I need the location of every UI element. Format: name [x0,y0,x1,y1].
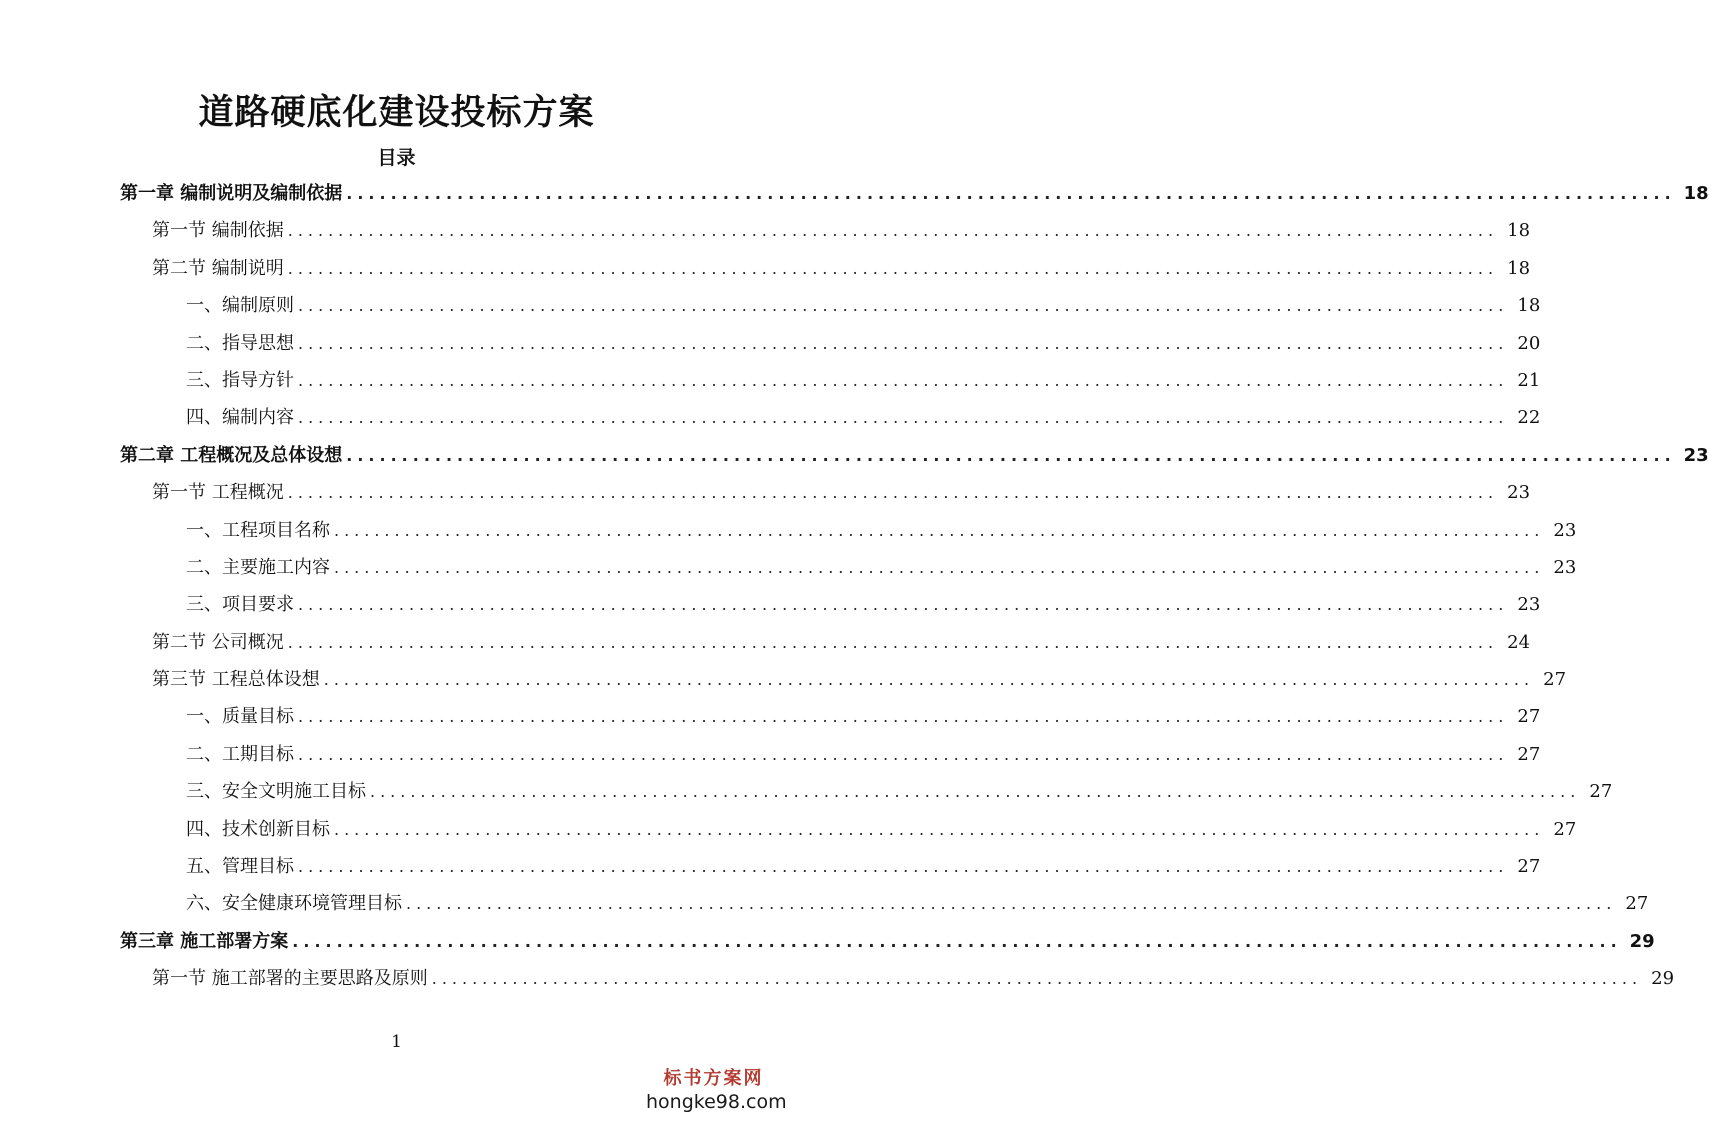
toc-entry-label: 四、技术创新目标 [186,818,330,840]
toc-entry[interactable] [120,661,1567,698]
toc-entry-label: 第三节 工程总体设想 [152,669,320,691]
toc-entry-page: 21 [1517,369,1541,391]
watermark-logo [646,1068,787,1114]
toc-entry-page: 27 [1543,669,1567,691]
toc-entry[interactable] [120,512,1577,549]
toc-dot-leader: ........................................................................................................................ [292,931,1622,951]
toc-dot-leader: ........................................................................................................................ [298,370,1509,390]
toc-entry-label: 二、主要施工内容 [186,556,330,578]
toc-entry-label: 二、指导思想 [186,332,294,354]
toc-entry-label: 第一节 编制依据 [152,220,284,242]
toc-entry-page: 27 [1517,743,1541,765]
toc-entry[interactable] [120,960,1675,997]
table-of-contents [120,175,1709,998]
toc-heading: 目录 [377,147,416,169]
toc-dot-leader: ........................................................................................................................ [298,857,1509,877]
toc-entry[interactable] [120,399,1541,436]
toc-entry-label: 第二章 工程概况及总体设想 [120,444,343,466]
toc-entry-page: 23 [1553,556,1577,578]
toc-entry-label: 五、管理目标 [186,856,294,878]
toc-entry-label: 三、安全文明施工目标 [186,781,366,803]
toc-dot-leader: ........................................................................................................................ [287,632,1499,652]
toc-entry[interactable] [120,325,1541,362]
toc-entry-label: 一、工程项目名称 [186,519,330,541]
toc-dot-leader: ........................................................................................................................ [334,557,1545,577]
document-title: 道路硬底化建设投标方案 [198,93,595,133]
toc-entry-page: 23 [1553,519,1577,541]
toc-entry-page: 27 [1553,818,1577,840]
toc-entry-label: 二、工期目标 [186,743,294,765]
toc-dot-leader: ........................................................................................................................ [298,333,1509,353]
toc-entry[interactable] [120,175,1709,212]
toc-entry[interactable] [120,586,1541,623]
toc-dot-leader: ........................................................................................................................ [298,595,1509,615]
toc-entry[interactable] [120,624,1531,661]
toc-entry-page: 23 [1683,444,1709,466]
toc-dot-leader: ........................................................................................................................ [406,894,1617,914]
toc-entry-page: 27 [1589,781,1613,803]
toc-entry[interactable] [120,474,1531,511]
toc-entry[interactable] [120,923,1655,960]
toc-entry-label: 三、项目要求 [186,594,294,616]
toc-entry-label: 三、指导方针 [186,369,294,391]
toc-entry[interactable] [120,885,1649,922]
toc-dot-leader: ........................................................................................................................ [298,296,1509,316]
toc-dot-leader: ........................................................................................................................ [346,184,1676,203]
toc-dot-leader: ........................................................................................................................ [287,258,1499,278]
toc-entry-page: 18 [1507,220,1531,242]
toc-entry-label: 四、编制内容 [186,407,294,429]
toc-dot-leader: ........................................................................................................................ [346,445,1676,465]
toc-entry-label: 一、编制原则 [186,295,294,317]
toc-entry-page: 29 [1629,930,1655,952]
toc-entry[interactable] [120,287,1541,324]
watermark-cn-text: 标书方案网 [663,1068,764,1089]
toc-entry-page: 22 [1517,407,1541,429]
toc-dot-leader: ........................................................................................................................ [431,969,1643,989]
toc-dot-leader: ........................................................................................................................ [334,819,1545,839]
toc-entry-label: 第二节 公司概况 [152,631,284,653]
toc-entry-label: 第一节 工程概况 [152,482,284,504]
toc-entry-page: 18 [1517,295,1541,317]
toc-entry-label: 六、安全健康环境管理目标 [186,893,402,915]
toc-entry-label: 一、质量目标 [186,706,294,728]
toc-entry[interactable] [120,212,1531,249]
toc-entry[interactable] [120,698,1541,735]
toc-entry-page: 18 [1507,257,1531,279]
watermark-url-text: hongke98.com [646,1091,787,1113]
toc-entry[interactable] [120,736,1541,773]
toc-entry-page: 23 [1517,594,1541,616]
toc-entry-page: 23 [1507,482,1531,504]
toc-dot-leader: ........................................................................................................................ [298,408,1509,428]
toc-entry-page: 29 [1651,968,1675,990]
toc-dot-leader: ........................................................................................................................ [370,782,1581,802]
page-number: 1 [391,1032,402,1052]
toc-entry[interactable] [120,773,1613,810]
toc-entry-label: 第一章 编制说明及编制依据 [120,183,343,204]
toc-entry-label: 第三章 施工部署方案 [120,930,289,952]
toc-entry[interactable] [120,362,1541,399]
toc-entry-page: 24 [1507,631,1531,653]
toc-entry-page: 20 [1517,332,1541,354]
toc-entry-page: 27 [1517,856,1541,878]
toc-dot-leader: ........................................................................................................................ [287,221,1499,241]
toc-entry[interactable] [120,549,1577,586]
toc-entry-page: 27 [1625,893,1649,915]
toc-dot-leader: ........................................................................................................................ [323,670,1535,690]
toc-dot-leader: ........................................................................................................................ [287,483,1499,503]
toc-entry[interactable] [120,848,1541,885]
toc-entry-page: 18 [1683,183,1709,204]
toc-entry[interactable] [120,811,1577,848]
toc-dot-leader: ........................................................................................................................ [334,520,1545,540]
toc-dot-leader: ........................................................................................................................ [298,744,1509,764]
toc-entry-label: 第二节 编制说明 [152,257,284,279]
toc-dot-leader: ........................................................................................................................ [298,707,1509,727]
toc-entry[interactable] [120,437,1709,474]
toc-entry-page: 27 [1517,706,1541,728]
toc-entry[interactable] [120,250,1531,287]
toc-entry-label: 第一节 施工部署的主要思路及原则 [152,968,428,990]
